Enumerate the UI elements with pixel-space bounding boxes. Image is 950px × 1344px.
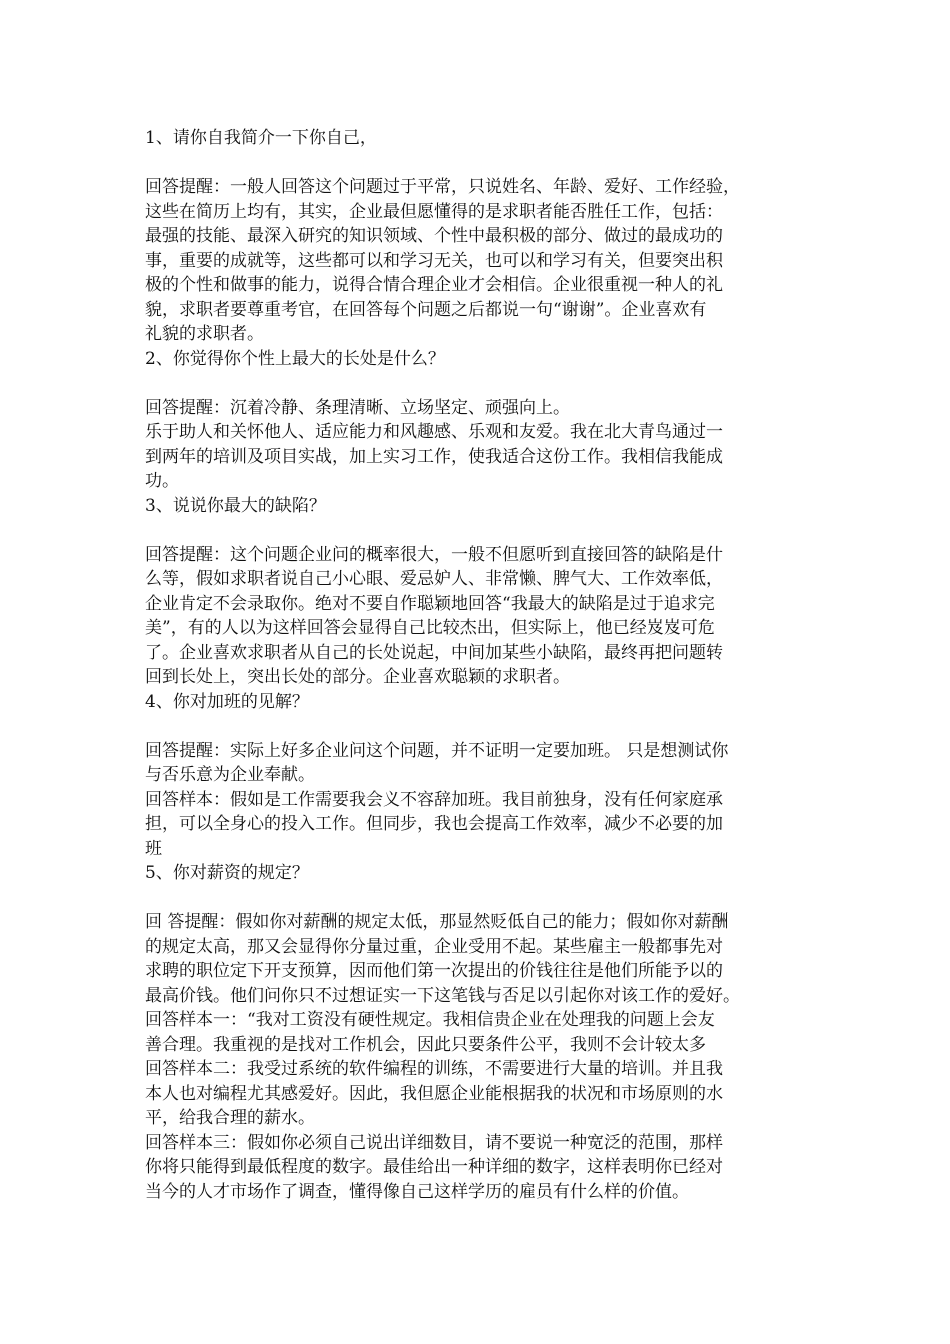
text-line: 最高价钱。他们问你只不过想证实一下这笔钱与否足以引起你对该工作的爱好。 xyxy=(145,985,740,1006)
text-line: 事，重要的成就等，这些都可以和学习无关，也可以和学习有关，但要突出积 xyxy=(145,250,723,271)
text-line: 到两年的培训及项目实战，加上实习工作，使我适合这份工作。我相信我能成 xyxy=(145,446,723,467)
text-line: 的规定太高，那又会显得你分量过重，企业受用不起。某些雇主一般都事先对 xyxy=(145,936,723,957)
blank-line xyxy=(145,886,815,911)
text-line: 班 xyxy=(145,838,162,859)
text-line: 回到长处上，突出长处的部分。企业喜欢聪颖的求职者。 xyxy=(145,667,570,687)
text-line: 2、你觉得你个性上最大的长处是什么？ xyxy=(145,348,445,369)
text-line: 与否乐意为企业奉献。 xyxy=(145,765,315,785)
blank-line xyxy=(145,714,815,739)
text-line: 你将只能得到最低程度的数字。最佳给出一种详细的数字，这样表明你已经对 xyxy=(145,1157,723,1177)
text-line: 企业肯定不会录取你。绝对不要自作聪颖地回答“我最大的缺陷是过于追求完 xyxy=(145,593,715,614)
blank-line xyxy=(145,371,815,396)
text-line: 极的个性和做事的能力，说得合情合理企业才会相信。企业很重视一种人的礼 xyxy=(145,275,723,295)
text-line: 回答提醒：一般人回答这个问题过于平常，只说姓名、年龄、爱好、工作经验， xyxy=(145,177,740,197)
text-line: 平，给我合理的薪水。 xyxy=(145,1108,315,1128)
text-line: 5、你对薪资的规定？ xyxy=(145,863,309,883)
text-line: 最强的技能、最深入研究的知识领域、个性中最积极的部分、做过的最成功的 xyxy=(145,226,723,246)
text-line: 乐于助人和关怀他人、适应能力和风趣感、乐观和友爱。我在北大青鸟通过一 xyxy=(145,422,723,442)
blank-line xyxy=(145,151,815,176)
text-line: 回答样本三：假如你必须自己说出详细数目，请不要说一种宽泛的范围，那样 xyxy=(145,1132,723,1153)
text-line: 回 答提醒：假如你对薪酬的规定太低，那显然贬低自己的能力；假如你对薪酬 xyxy=(145,912,729,932)
text-line: 回答样本一：“我对工资没有硬性规定。我相信贵企业在处理我的问题上会友 xyxy=(145,1010,715,1030)
text-line: 回答提醒：沉着冷静、条理清晰、立场坚定、顽强向上。 xyxy=(145,397,570,418)
text-line: 功。 xyxy=(145,471,179,491)
document-page xyxy=(145,126,815,1204)
text-line: 么等，假如求职者说自己小心眼、爱忌妒人、非常懒、脾气大、工作效率低， xyxy=(145,569,723,589)
text-line: 这些在简历上均有，其实，企业最但愿懂得的是求职者能否胜任工作，包括： xyxy=(145,201,723,222)
text-line: 美”，有的人以为这样回答会显得自己比较杰出，但实际上，他已经岌岌可危 xyxy=(145,618,715,638)
blank-line xyxy=(145,518,815,543)
text-line: 担，可以全身心的投入工作。但同步，我也会提高工作效率，减少不必要的加 xyxy=(145,814,723,834)
text-line: 3、说说你最大的缺陷？ xyxy=(145,495,326,516)
text-line: 了。企业喜欢求职者从自己的长处说起，中间加某些小缺陷，最终再把问题转 xyxy=(145,642,723,663)
text-line: 礼貌的求职者。 xyxy=(145,324,264,344)
text-line: 回答样本：假如是工作需要我会义不容辞加班。我目前独身，没有任何家庭承 xyxy=(145,789,723,810)
text-line: 当今的人才市场作了调查，懂得像自己这样学历的雇员有什么样的价值。 xyxy=(145,1181,689,1202)
text-line: 求聘的职位定下开支预算，因而他们第一次提出的价钱往往是他们所能予以的 xyxy=(145,961,723,981)
text-line: 回答提醒：实际上好多企业问这个问题，并不证明一定要加班。 只是想测试你 xyxy=(145,740,729,761)
text-line: 回答样本二：我受过系统的软件编程的训练，不需要进行大量的培训。并且我 xyxy=(145,1059,723,1079)
text-line: 4、你对加班的见解？ xyxy=(145,691,309,712)
text-line: 1、请你自我简介一下你自己， xyxy=(145,128,377,148)
text-line: 善合理。我重视的是找对工作机会，因此只要条件公平，我则不会计较太多 xyxy=(145,1034,706,1055)
text-line: 本人也对编程尤其感爱好。因此，我但愿企业能根据我的状况和市场原则的水 xyxy=(145,1083,723,1104)
text-line: 貌，求职者要尊重考官，在回答每个问题之后都说一句“谢谢”。企业喜欢有 xyxy=(145,299,707,320)
text-line: 回答提醒：这个问题企业问的概率很大，一般不但愿听到直接回答的缺陷是什 xyxy=(145,544,723,565)
